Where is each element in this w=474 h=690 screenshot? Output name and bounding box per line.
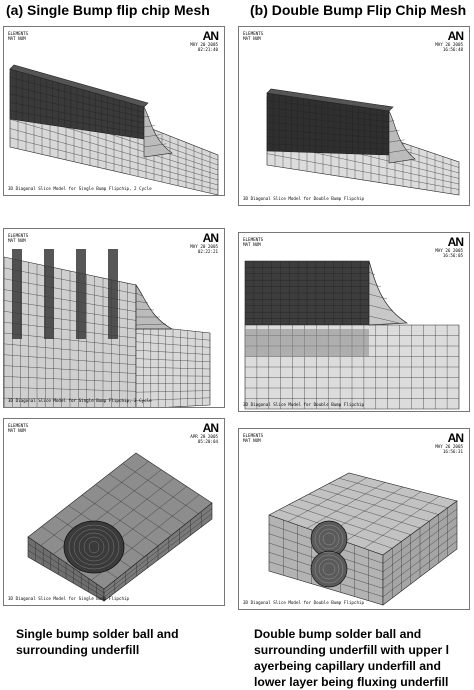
panel-time: 02:22:21 [190,249,218,254]
mesh-drawing [4,229,225,408]
mesh-drawing [4,27,225,196]
panel-sublabel: MAT NUM [8,428,28,433]
panel-label: ELEMENTS [8,423,28,428]
panel-time: 02:21:40 [190,47,218,52]
panel-date: MAY 26 2005 [435,248,463,253]
mesh-panel-double-bump-ball [238,428,470,610]
panel-sublabel: MAT NUM [243,438,263,443]
caption-double-bump: Double bump solder ball and surrounding underfill with upper l ayerbeing capillary underfill and lower layer being fluxing underfill [254,626,474,690]
mesh-drawing [239,27,470,206]
panel-label: ELEMENTS [243,433,263,438]
panel-date: APR 28 2005 [190,434,218,439]
panel-date: MAY 20 2005 [190,244,218,249]
panel-footer: 3D Diagonal Slice Model for Single Bump Flipchip [8,596,129,601]
ansys-logo: AN [203,232,218,244]
mesh-drawing [239,429,470,610]
panel-time: 05:20:04 [190,439,218,444]
mesh-panel-double-bump-detail [238,232,470,412]
panel-label: ELEMENTS [243,31,263,36]
panel-footer: 3D Diagonal Slice Model for Single Bump Flipchip, 2 Cycle [8,186,152,191]
ansys-logo: AN [203,30,218,42]
panel-sublabel: MAT NUM [8,36,28,41]
ansys-logo: AN [448,30,463,42]
mesh-panel-single-bump-overview [3,26,225,196]
ansys-logo: AN [448,236,463,248]
mesh-panel-double-bump-overview [238,26,470,206]
panel-sublabel: MAT NUM [8,238,28,243]
panel-time: 16:56:05 [435,253,463,258]
panel-date: MAY 20 2005 [190,42,218,47]
panel-label: ELEMENTS [243,237,263,242]
mesh-panel-single-bump-detail [3,228,225,408]
panel-footer: 3D Diagonal Slice Model for Double Bump Flipchip [243,402,364,407]
ansys-logo: AN [448,432,463,444]
column-title-double-bump: (b) Double Bump Flip Chip Mesh [250,2,466,18]
panel-footer: 3D Diagonal Slice Model for Double Bump Flipchip [243,196,364,201]
panel-time: 16:56:31 [435,449,463,454]
panel-footer: 3D Diagonal Slice Model for Single Bump Flipchip, 2 Cycle [8,398,152,403]
panel-label: ELEMENTS [8,233,28,238]
panel-sublabel: MAT NUM [243,242,263,247]
mesh-drawing [239,233,470,412]
column-title-single-bump: (a) Single Bump flip chip Mesh [6,2,210,18]
panel-sublabel: MAT NUM [243,36,263,41]
panel-time: 16:56:48 [435,47,463,52]
mesh-drawing [4,419,225,606]
panel-date: MAY 26 2005 [435,42,463,47]
panel-date: MAY 26 2005 [435,444,463,449]
mesh-panel-single-bump-ball [3,418,225,606]
panel-footer: 3D Diagonal Slice Model for Double Bump Flipchip [243,600,364,605]
panel-label: ELEMENTS [8,31,28,36]
ansys-logo: AN [203,422,218,434]
caption-single-bump: Single bump solder ball and surrounding underfill [16,626,226,658]
